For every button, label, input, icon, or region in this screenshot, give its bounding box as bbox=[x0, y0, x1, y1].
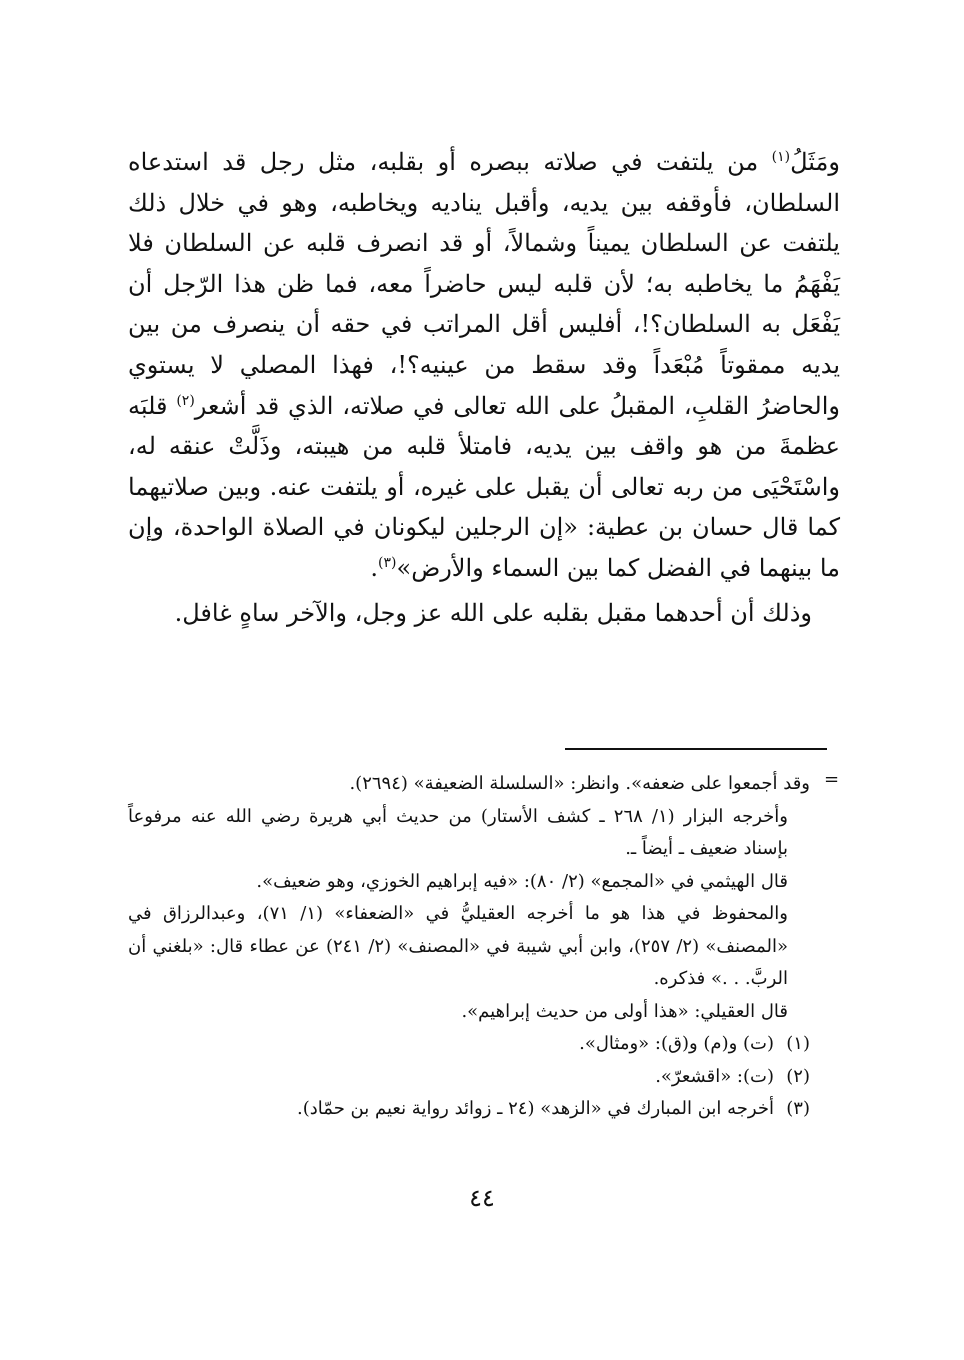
footnote-text: (ت): «اقشعرّ». bbox=[655, 1065, 774, 1087]
footnote-number: (٢) bbox=[786, 1065, 810, 1087]
paragraph-1-text-b: قلبَه عظمةَ من هو واقف بين يديه، فامتلأ قلبه من هيبته، وذَلَّتْ عنقه له، واسْتَحْيَى من ربه تعالى أن يقبل على غيره، أو يلتفت عنه. وبين صلاتيهما كما قال حسان بن عطية: «إن الرجلين ليكونان في الصلاة الواحدة، وإن ما بينهما في الفضل كما بين السماء والأرض» bbox=[128, 391, 840, 582]
footnote-ref-3: (٣) bbox=[378, 554, 397, 571]
footnote-line: وأخرجه البزار (١/ ٢٦٨ ـ كشف الأستار) من حديث أبي هريرة رضي الله عنه مرفوعاً بإسناد ضعيف ـ أيضاً ـ. bbox=[128, 805, 788, 859]
footnote-text: (ت) و(م) و(ق): «ومثال». bbox=[579, 1033, 774, 1054]
footnote-number: (١) bbox=[786, 1033, 810, 1054]
footnote-3 bbox=[128, 1093, 810, 1126]
main-text-block bbox=[128, 142, 840, 633]
main-paragraph-1 bbox=[128, 142, 840, 589]
paragraph-1-text-a: من يلتفت في صلاته ببصره أو بقلبه، مثل رجل قد استدعاه السلطان، فأوقفه بين يديه، وأقبل يناديه ويخاطبه، وهو في خلال ذلك يلتفت عن السلطان يميناً وشمالاً، أو قد انصرف قلبه عن السلطان فلا يَفْهَمُ ما يخاطبه به؛ لأن قلبه ليس حاضراً معه، فما ظن هذا الرّجل أن يَفْعَل به السلطان؟!، أفليس أقل المراتب في حقه أن ينصرف من بين يديه ممقوتاً مُبْعَداً وقد سقط من عينيه؟!، فهذا المصلي لا يستوي والحاضرُ القلبِ، المقبلُ على الله تعالى في صلاته، الذي قد أشعر bbox=[128, 148, 841, 420]
footnote-line: قال العقيلي: «هذا أولى من حديث إبراهيم». bbox=[461, 1000, 788, 1022]
footnotes-block bbox=[128, 768, 810, 1126]
footnote-separator bbox=[565, 748, 827, 750]
main-paragraph-2: وذلك أن أحدهما مقبل بقلبه على الله عز وجل، والآخر ساهٍ غافل. bbox=[174, 598, 812, 627]
footnote-text: أخرجه ابن المبارك في «الزهد» (٢٤ ـ زوائد رواية نعيم بن حمّاد). bbox=[297, 1098, 774, 1119]
page-number: ٤٤ bbox=[469, 1184, 495, 1212]
footnote-line: قال الهيثمي في «المجمع» (٢/ ٨٠): «فيه إبراهيم الخوزي، وهو ضعيف». bbox=[256, 870, 788, 892]
footnote-2 bbox=[128, 1061, 810, 1094]
continuation-mark: = bbox=[824, 769, 840, 790]
footnote-line: وقد أجمعوا على ضعفه». وانظر: «السلسلة الضعيفة» (٢٦٩٤). bbox=[349, 773, 810, 794]
footnote-ref-2: (٢) bbox=[176, 392, 195, 409]
lead-word: ومَثَلُ bbox=[790, 148, 840, 176]
footnote-1 bbox=[128, 1028, 810, 1061]
footnote-number: (٣) bbox=[786, 1098, 810, 1119]
footnote-ref-1: (١) bbox=[771, 149, 791, 165]
footnote-line: والمحفوظ في هذا هو ما أخرجه العقيليُّ في «الضعفاء» (١/ ٧١)، وعبدالرزاق في «المصنف» (٢/ ٢٥٧)، وابن أبي شيبة في «المصنف» (٢/ ٢٤١) عن عطاء قال: «بلغني أن الربَّ. . .» فذكره. bbox=[128, 903, 788, 989]
paragraph-1-end: . bbox=[370, 553, 379, 582]
